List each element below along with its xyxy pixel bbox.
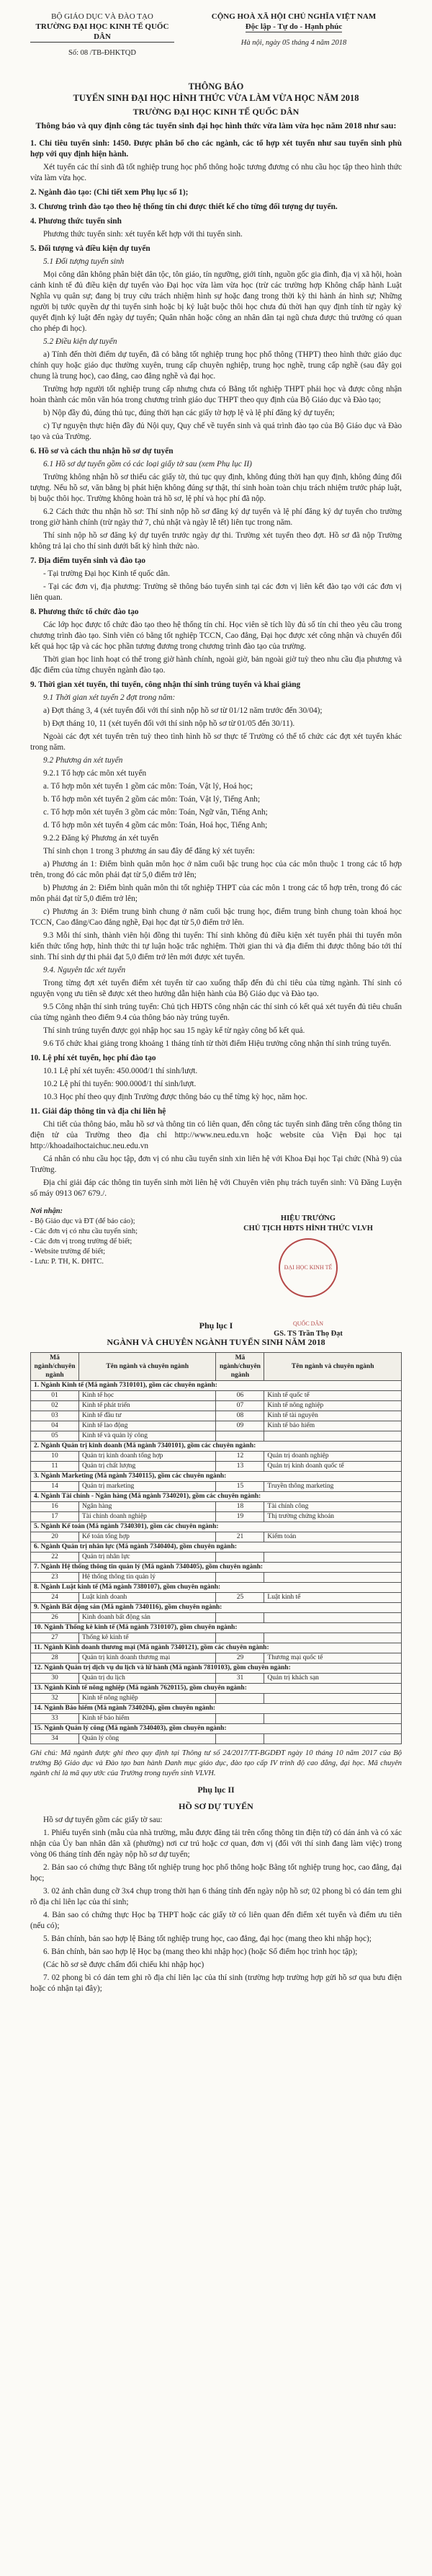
major-code-cell: 28 [31,1653,79,1664]
appendix2-title: HỒ SƠ DỰ TUYỂN [179,1801,253,1811]
major-name-cell: Luật kinh tế [264,1593,402,1603]
body-paragraph: Ngoài các đợt xét tuyển trên tuỳ theo tình hình hồ sơ thực tế Trường có thể tổ chức các đợt xét tuyển khác trong năm. [30,732,402,752]
major-name-cell: Quản trị kinh doanh thương mại [78,1653,216,1664]
body-paragraph: b) Đợt tháng 10, 11 (xét tuyển đối với thí sinh nộp hồ sơ từ 01/05 đến 30/11). [43,719,295,728]
signer-name: GS. TS Trần Thọ Đạt [274,1330,343,1338]
major-name-cell [264,1431,402,1442]
body-paragraph: Thí sinh nộp hồ sơ đăng ký dự tuyển trước ngày dự thi. Trường xét tuyển theo đợt. Hồ sơ đã nộp Trường không trả lại cho thí sinh dưới bất kỳ hình thức nào. [30,531,402,551]
body-paragraph: 9.3 Mỗi thí sinh, thành viên hội đồng thi tuyển: Thí sinh không đủ điều kiện xét tuyển phải thi tuyển môn kiến thức tổng hợp, hình thức thi tự luận hoặc trắc nghiệm. Thời gian thi và địa điểm thi được thông báo tới thí sinh. Thí sinh dự thi phải đạt 5,0 điểm trở lên mới được xét tuyển. [30,931,402,961]
major-code-cell: 24 [31,1593,79,1603]
major-name-cell: Hệ thống thông tin quản lý [78,1573,216,1583]
issue-date: Hà nội, ngày 05 tháng 4 năm 2018 [240,39,347,47]
major-name-cell: Thống kê kinh tế [78,1633,216,1643]
table-row [31,1714,402,1724]
major-code-cell: 31 [216,1674,264,1684]
major-code-cell: 29 [216,1653,264,1664]
body-paragraph: 9.2.2 Đăng ký Phương án xét tuyển [43,834,159,843]
notice-title: TUYỂN SINH ĐẠI HỌC HÌNH THỨC VỪA LÀM VỪA HỌC NĂM 2018 [73,93,359,103]
major-group-cell: 11. Ngành Kinh doanh thương mại (Mã ngành 7340121), gồm các chuyên ngành: [31,1643,402,1653]
body-paragraph: c) Phương án 3: Điểm trung bình chung ở năm cuối bậc trung học, điểm trung bình chung toàn khoá học TCCN, Cao đẳng/Cao đẳng nghề, Đại học đạt từ 5,0 điểm trở lên. [30,907,402,927]
major-code-cell: 04 [31,1421,79,1431]
body-paragraph: a) Đợt tháng 3, 4 (xét tuyển đối với thí sinh nộp hồ sơ từ 01/12 năm trước đến 30/04); [43,706,323,715]
section-heading: 4. Phương thức tuyển sinh [30,217,122,226]
table-row [31,1522,402,1532]
official-seal: ĐẠI HỌC KINH TẾ QUỐC DÂN [279,1238,338,1297]
major-code-cell: 16 [31,1502,79,1512]
table-row [31,1724,402,1734]
table-row [31,1704,402,1714]
major-name-cell: Quản trị du lịch [78,1674,216,1684]
body-paragraph: Mọi công dân không phân biệt dân tộc, tôn giáo, tín ngưỡng, giới tính, nguồn gốc gia đình, địa vị xã hội, hoàn cảnh kinh tế đủ điều kiện dự tuyển vào Đại học vừa làm vừa học (trừ các trường hợp Không chấp hành Luật Nghĩa vụ quân sự; đang bị truy cứu trách nhiệm hình sự hoặc đang trong thời kỳ thi hành án hình sự; Những người bị tước quyền dự thi tuyển sinh hoặc bị kỷ luật buộc thôi học chưa đủ thời hạn quy định tính từ ngày kỷ quyết định kỷ luật đến ngày dự tuyển; Quân nhân hoặc công an nhân dân tại ngũ chưa được thủ trưởng có quan cho phép đi học). [30,270,402,333]
body-paragraph: c. Tổ hợp môn xét tuyển 3 gồm các môn: Toán, Ngữ văn, Tiếng Anh; [43,808,268,817]
body-paragraph: c) Tự nguyện thực hiện đầy đủ Nội quy, Quy chế về tuyển sinh và quá trình đào tạo của Bộ Giáo dục và Đào tạo và của Trường. [30,422,402,441]
major-code-cell: 20 [31,1532,79,1542]
major-group-cell: 7. Ngành Hệ thống thông tin quản lý (Mã ngành 7340405), gồm chuyên ngành: [31,1563,402,1573]
major-name-cell [264,1694,402,1704]
body-paragraph: a) Phương án 1: Điểm bình quân môn học ở năm cuối bậc trung học của các môn thuộc 1 trong các tổ hợp trên, trong đó các môn phải đạt từ 5,0 điểm trở lên; [30,860,402,879]
major-name-cell: Quản lý công [78,1734,216,1744]
major-code-cell: 18 [216,1502,264,1512]
col-header-code-2: Mã ngành/chuyên ngành [216,1353,264,1381]
major-code-cell: 02 [31,1401,79,1411]
table-row [31,1684,402,1694]
body-paragraph: Địa chỉ giải đáp các thông tin tuyển sinh mời liên hệ với Chuyên viên phụ trách tuyển sinh: Vũ Đăng Luyện số máy 0913 067 679./. [30,1178,402,1198]
body-paragraph: 10.3 Học phí theo quy định Trường được thông báo cụ thể từng kỳ học, năm học. [43,1093,307,1101]
major-code-cell: 19 [216,1512,264,1522]
table-row [31,1492,402,1502]
table-row [31,1613,402,1623]
body-paragraph: Thí sinh trúng tuyển được gọi nhập học sau 15 ngày kể từ ngày công bố kết quả. [43,1026,305,1035]
major-code-cell: 05 [31,1431,79,1442]
body-paragraph: b. Tổ hợp môn xét tuyển 2 gồm các môn: Toán, Vật lý, Tiếng Anh; [43,795,261,804]
appendix1-note: Ghi chú: Mã ngành được ghi theo quy định tại Thông tư số 24/2017/TT-BGDĐT ngày 10 tháng 10 năm 2017 của Bộ trưởng Bộ Giáo dục và Đào tạo ban hành Danh mục giáo dục, đào tạo cấp IV trình độ cao đẳng, đại học. Mã chuyên ngành chỉ là mã quy ước của Trường trong tuyển sinh VLVH. [30,1749,402,1777]
section-heading: 6. Hồ sơ và cách thu nhận hồ sơ dự tuyển [30,447,174,456]
recipient-item: - Bộ Giáo dục và ĐT (để báo cáo); [30,1217,135,1225]
major-code-cell [216,1714,264,1724]
recipient-item: - Các đơn vị có nhu cầu tuyển sinh; [30,1227,138,1235]
notice-kind: THÔNG BÁO [188,81,244,92]
major-name-cell: Tài chính công [264,1502,402,1512]
major-name-cell: Quản trị chất lượng [78,1462,216,1472]
major-group-cell: 3. Ngành Marketing (Mã ngành 7340115), gồm các chuyên ngành: [31,1472,402,1482]
notice-intro: Thông báo và quy định công tác tuyển sinh đại học hình thức vừa làm vừa học năm 2018 như sau: [35,120,397,130]
body-paragraph: - Tại các đơn vị, địa phương: Trường sẽ thông báo tuyển sinh tại các đơn vị liên kết đào tạo với các đơn vị liên quan. [30,582,402,602]
table-row [31,1391,402,1401]
major-name-cell: Kinh tế và quản lý công [78,1431,216,1442]
major-group-cell: 9. Ngành Bất động sản (Mã ngành 7340116), gồm chuyên ngành: [31,1603,402,1613]
signer-position-2: CHỦ TỊCH HĐTS HÌNH THỨC VLVH [243,1225,373,1233]
section-heading: 2. Ngành đào tạo: (Chi tiết xem Phụ lục số 1); [30,188,189,197]
major-group-cell: 2. Ngành Quản trị kinh doanh (Mã ngành 7340101), gồm các chuyên ngành: [31,1442,402,1452]
body-paragraph: a) Tính đến thời điểm dự tuyển, đã có bằng tốt nghiệp trung học phổ thông (THPT) theo hình thức giáo dục chính quy hoặc giáo dục thường xuyên, trung cấp chuyên nghiệp, trung học nghề, trung cấp nghề (sau đây gọi chung là trung học), cao đẳng, cao đẳng nghề và đại học. [30,350,402,381]
major-name-cell: Quản trị nhân lực [78,1553,216,1563]
table-row [31,1653,402,1664]
body-paragraph: b) Phương án 2: Điểm bình quân môn thi tốt nghiệp THPT của các môn 1 trong các tổ hợp trên, trong đó các môn phải đạt từ 5,0 điểm trở lên; [30,884,402,903]
national-motto: Độc lập - Tự do - Hạnh phúc [245,22,343,31]
table-row [31,1593,402,1603]
major-group-cell: 12. Ngành Quản trị dịch vụ du lịch và lữ hành (Mã ngành 7810103), gồm chuyên ngành: [31,1664,402,1674]
national-heading [186,12,402,48]
body-paragraph: a. Tổ hợp môn xét tuyển 1 gồm các môn: Toán, Vật lý, Hoá học; [43,782,253,791]
major-code-cell: 12 [216,1452,264,1462]
major-code-cell: 32 [31,1694,79,1704]
major-code-cell [216,1633,264,1643]
body-paragraph: 9.6 Tổ chức khai giảng trong khoảng 1 tháng tính từ thời điểm Hiệu trưởng công nhận thí sinh trúng tuyển. [43,1039,392,1048]
body-paragraph: Trong từng đợt xét tuyển điểm xét tuyển từ cao xuống thấp đến đủ chỉ tiêu của từng ngành. Thí sinh có nguyện vọng ưu tiên sẽ được xét theo hướng dẫn hiện hành của Bộ Giáo dục và Đào tạo. [30,979,402,998]
major-code-cell: 34 [31,1734,79,1744]
major-code-cell: 06 [216,1391,264,1401]
major-code-cell [216,1734,264,1744]
major-name-cell: Kinh doanh bất động sản [78,1613,216,1623]
major-code-cell: 01 [31,1391,79,1401]
major-name-cell [264,1573,402,1583]
major-group-cell: 8. Ngành Luật kinh tế (Mã ngành 7380107), gồm chuyên ngành: [31,1583,402,1593]
major-name-cell: Thương mại quốc tế [264,1653,402,1664]
major-name-cell: Kinh tế tài nguyên [264,1411,402,1421]
table-row [31,1633,402,1643]
body-paragraph: d. Tổ hợp môn xét tuyển 4 gồm các môn: Toán, Hoá học, Tiếng Anh; [43,821,268,830]
application-dossier [30,1815,402,1994]
body-paragraph: b) Nộp đầy đủ, đúng thủ tục, đúng thời hạn các giấy tờ hợp lệ và lệ phí đăng ký dự tuyển; [43,409,335,417]
major-code-cell: 26 [31,1613,79,1623]
body-paragraph: Xét tuyển các thí sinh đã tốt nghiệp trung học phổ thông hoặc tương đương có nhu cầu học tập theo hình thức vừa làm vừa học. [30,163,402,182]
republic-title: CỘNG HOÀ XÃ HỘI CHỦ NGHĨA VIỆT NAM [211,12,377,21]
signer-block [222,1214,395,1339]
major-name-cell [264,1734,402,1744]
table-row [31,1563,402,1573]
major-code-cell [216,1694,264,1704]
table-row [31,1482,402,1492]
notice-issuer: TRƯỜNG ĐẠI HỌC KINH TẾ QUỐC DÂN [132,107,300,117]
table-row [31,1694,402,1704]
table-row [31,1643,402,1653]
body-paragraph: 6.2 Cách thức thu nhận hồ sơ: Thí sinh nộp hồ sơ đăng ký dự tuyển và lệ phí đăng ký dự tuyển cho trường trong giờ hành chính (trừ ngày thứ 7, chủ nhật và ngày lễ tết) liên tục trong năm. [30,507,402,527]
recipient-item: - Website trường để biết; [30,1248,106,1256]
major-code-cell: 27 [31,1633,79,1643]
major-code-cell: 22 [31,1553,79,1563]
major-code-cell: 17 [31,1512,79,1522]
table-row [31,1734,402,1744]
major-code-cell: 33 [31,1714,79,1724]
table-row [31,1421,402,1431]
recipients-list [30,1207,217,1267]
table-row [31,1411,402,1421]
major-code-cell: 15 [216,1482,264,1492]
appendix2-label: Phụ lục II [197,1785,235,1795]
major-code-cell [216,1431,264,1442]
col-header-name-2: Tên ngành và chuyên ngành [264,1353,402,1381]
signer-position-1: HIỆU TRƯỞNG [280,1214,336,1222]
major-name-cell [264,1633,402,1643]
section-heading: 8. Phương thức tổ chức đào tạo [30,608,139,616]
recipients-title: Nơi nhận: [30,1207,63,1215]
major-group-cell: 10. Ngành Thống kê kinh tế (Mã ngành 7310107), gồm chuyên ngành: [31,1623,402,1633]
major-name-cell: Quản trị marketing [78,1482,216,1492]
dossier-item: 6. Bản chính, bản sao hợp lệ Học bạ (mang theo khi nhập học) (hoặc Sổ điểm học trình học tập); [43,1947,358,1956]
major-name-cell: Kinh tế phát triển [78,1401,216,1411]
body-paragraph: 6.1 Hồ sơ dự tuyển gồm có các loại giấy tờ sau (xem Phụ lục II) [43,460,252,468]
major-group-cell: 13. Ngành Kinh tế nông nghiệp (Mã ngành 7620115), gồm chuyên ngành: [31,1684,402,1694]
major-group-cell: 1. Ngành Kinh tế (Mã ngành 7310101), gồm các chuyên ngành: [31,1381,402,1391]
major-group-cell: 4. Ngành Tài chính - Ngân hàng (Mã ngành 7340201), gồm các chuyên ngành: [31,1492,402,1502]
body-paragraph: 10.1 Lệ phí xét tuyển: 450.000đ/1 thí sinh/lượt. [43,1067,198,1075]
body-paragraph: 9.1 Thời gian xét tuyển 2 đợt trong năm: [43,693,176,702]
major-name-cell: Kinh tế học [78,1391,216,1401]
table-row [31,1623,402,1633]
major-group-cell: 5. Ngành Kế toán (Mã ngành 7340301), gồm các chuyên ngành: [31,1522,402,1532]
body-paragraph: Cá nhân có nhu cầu học tập, đơn vị có nhu cầu tuyển sinh xin liên hệ với Khoa Đại học Tại chức (Nhà 9) của Trường. [30,1155,402,1174]
majors-table [30,1352,402,1744]
table-row [31,1603,402,1613]
appendix1-title: NGÀNH VÀ CHUYÊN NGÀNH TUYỂN SINH NĂM 2018 [107,1337,325,1347]
dossier-item: 4. Bản sao có chứng thực Học bạ THPT hoặc các giấy tờ có liên quan đến điểm xét tuyển và điểm ưu tiên (nếu có); [30,1911,402,1930]
body-paragraph: Thí sinh chọn 1 trong 3 phương án sau đây để đăng ký xét tuyển: [43,847,255,856]
section-heading: 10. Lệ phí xét tuyển, học phí đào tạo [30,1054,156,1062]
major-code-cell: 13 [216,1462,264,1472]
table-row [31,1401,402,1411]
major-name-cell: Ngân hàng [78,1502,216,1512]
table-row [31,1674,402,1684]
major-name-cell: Kinh tế nông nghiệp [78,1694,216,1704]
body-paragraph: Trường không nhận hồ sơ thiếu các giấy tờ, thủ tục quy định, không đúng thời hạn quy định, không đúng đối tượng. Nếu hồ sơ, văn bằng bị phát hiện không đúng sự thật, thí sinh hoàn toàn chịu trách nhiệm trước pháp luật, bị buộc thôi học. Trường không hoàn trả hồ sơ, lệ phí và học phí đã nộp. [30,473,402,503]
major-code-cell [216,1573,264,1583]
major-name-cell: Kinh tế bảo hiểm [78,1714,216,1724]
major-code-cell: 03 [31,1411,79,1421]
ministry-name: BỘ GIÁO DỤC VÀ ĐÀO TẠO [51,12,153,21]
document-number: Số: 08 /TB-ĐHKTQD [68,49,136,57]
body-paragraph: 9.2 Phương án xét tuyển [43,756,123,765]
major-name-cell: Truyền thông marketing [264,1482,402,1492]
table-row [31,1664,402,1674]
major-code-cell: 25 [216,1593,264,1603]
major-code-cell: 09 [216,1421,264,1431]
section-heading: 5. Đối tượng và điều kiện dự tuyển [30,244,150,253]
major-name-cell: Kinh tế đầu tư [78,1411,216,1421]
major-name-cell: Kiểm toán [264,1532,402,1542]
dossier-item: 2. Bản sao có chứng thực Bằng tốt nghiệp trung học phổ thông hoặc Bằng tốt nghiệp trung học, cao đẳng, đại học; [30,1863,402,1883]
major-name-cell: Quản trị kinh doanh tổng hợp [78,1452,216,1462]
col-header-code-1: Mã ngành/chuyên ngành [31,1353,79,1381]
table-row [31,1472,402,1482]
body-paragraph: Các lớp học được tổ chức đào tạo theo hệ thống tín chỉ. Học viên sẽ tích lũy đủ số tín chỉ theo yêu cầu trong chương trình đào tạo. Sinh viên có bằng tốt nghiệp TCCN, Cao đẳng, Đại học được xét công nhận và chuyển đổi kết quả học tập và các học phần tương đương trong chương trình đào tạo của trường. [30,621,402,651]
table-row [31,1381,402,1391]
dossier-item: 5. Bản chính, bản sao hợp lệ Bảng tốt nghiệp trung học, cao đẳng, đại học (mang theo khi nhập học); [43,1935,372,1943]
major-name-cell: Quản trị khách sạn [264,1674,402,1684]
document-header [30,12,402,81]
major-name-cell [264,1714,402,1724]
body-paragraph: Phương thức tuyển sinh: xét tuyển kết hợp với thi tuyển sinh. [43,230,243,239]
dossier-item: (Các hồ sơ sẽ được chấm đối chiếu khi nhập học) [43,1960,204,1969]
body-paragraph: 5.2 Điều kiện dự tuyển [43,337,117,346]
major-code-cell: 30 [31,1674,79,1684]
table-row [31,1462,402,1472]
major-code-cell: 21 [216,1532,264,1542]
section-heading: 11. Giải đáp thông tin và địa chỉ liên hệ [30,1107,166,1116]
major-group-cell: 14. Ngành Bảo hiểm (Mã ngành 7340204), gồm chuyên ngành: [31,1704,402,1714]
issuer-block [30,12,174,58]
section-heading: 7. Địa điểm tuyển sinh và đào tạo [30,556,146,565]
body-paragraph: 9.5 Công nhận thí sinh trúng tuyển: Chủ tịch HĐTS công nhận các thí sinh có kết quả xét tuyển đủ tiêu chuẩn của từng ngành theo điểm 9.4 của thông báo này trúng tuyển. [30,1003,402,1022]
major-code-cell: 07 [216,1401,264,1411]
major-name-cell [264,1553,402,1563]
section-heading: 3. Chương trình đào tạo theo hệ thống tín chỉ được thiết kế cho từng đối tượng dự tuyển. [30,203,338,211]
table-row [31,1542,402,1553]
major-code-cell: 11 [31,1462,79,1472]
table-row [31,1553,402,1563]
major-name-cell: Quản trị kinh doanh quốc tế [264,1462,402,1472]
section-heading: 9. Thời gian xét tuyển, thi tuyển, công nhận thí sinh trúng tuyển và khai giảng [30,680,301,689]
table-row [31,1442,402,1452]
major-code-cell [216,1613,264,1623]
major-group-cell: 6. Ngành Quản trị nhân lực (Mã ngành 7340404), gồm chuyên ngành: [31,1542,402,1553]
major-code-cell: 14 [31,1482,79,1492]
notice-body [30,138,402,1199]
major-name-cell: Kinh tế quốc tế [264,1391,402,1401]
table-row [31,1512,402,1522]
body-paragraph: - Tại trường Đại học Kinh tế quốc dân. [43,569,170,578]
body-paragraph: Thời gian học linh hoạt có thể trong giờ hành chính, ngoài giờ, bản ngoài giờ tuỳ theo nhu cầu địa phương và đặc điểm của từng chuyên ngành đào tạo. [30,655,402,675]
table-row [31,1583,402,1593]
appendix1-label: Phụ lục I [199,1320,233,1331]
major-name-cell: Kinh tế lao động [78,1421,216,1431]
body-paragraph: 9.2.1 Tổ hợp các môn xét tuyển [43,769,147,778]
col-header-name-1: Tên ngành và chuyên ngành [78,1353,216,1381]
body-paragraph: Chi tiết của thông báo, mẫu hồ sơ và thông tin có liên quan, đến công tác tuyển sinh đăng trên cổng thông tin điện tử của Trường theo địa chỉ http://www.neu.edu.vn hoặc website của Viện Đại học tại http://khoadaihoctaichuc.neu.edu.vn [30,1120,402,1150]
body-paragraph: 5.1 Đối tượng tuyển sinh [43,257,125,266]
major-code-cell: 08 [216,1411,264,1421]
major-name-cell: Kinh tế nông nghiệp [264,1401,402,1411]
dossier-item: 1. Phiếu tuyển sinh (mẫu của nhà trường, mẫu được đăng tải trên cổng thông tin điện tử) có dán ảnh và có xác nhận của Ủy ban nhân dân xã (phường) nơi cư trú hoặc cơ quan, đơn vị (đối với thí sinh đang làm việc) trong vòng 06 tháng tính đến ngày nộp hồ sơ dự tuyển; [30,1829,402,1859]
section-heading: 1. Chỉ tiêu tuyển sinh: 1450. Được phân bổ cho các ngành, các tổ hợp xét tuyển như sau tuyển sinh phù hợp với quy định hiện hành. [30,139,402,159]
table-row [31,1431,402,1442]
table-row [31,1573,402,1583]
major-name-cell: Kinh tế bảo hiểm [264,1421,402,1431]
major-name-cell: Quản trị doanh nghiệp [264,1452,402,1462]
major-group-cell: 15. Ngành Quản lý công (Mã ngành 7340403), gồm chuyên ngành: [31,1724,402,1734]
major-code-cell: 23 [31,1573,79,1583]
table-row [31,1452,402,1462]
major-code-cell: 10 [31,1452,79,1462]
body-paragraph: 9.4. Nguyên tắc xét tuyển [43,966,126,974]
university-name: TRƯỜNG ĐẠI HỌC KINH TẾ QUỐC DÂN [30,22,174,43]
major-name-cell: Kế toán tổng hợp [78,1532,216,1542]
recipient-item: - Lưu: P. TH, K. ĐHTC. [30,1258,104,1266]
major-name-cell: Tài chính doanh nghiệp [78,1512,216,1522]
body-paragraph: Trường hợp người tốt nghiệp trung cấp nhưng chưa có Bằng tốt nghiệp THPT phải học và được công nhận hoàn thành các môn văn hóa trong chương trình giáo dục THPT theo quy định của Bộ Giáo dục và Đào tạo; [30,385,402,404]
dossier-item: 7. 02 phong bì có dán tem ghi rõ địa chỉ liên lạc của thí sinh (trường hợp trường hợp gửi hồ sơ qua bưu điện hoặc có nhận tại đây); [30,1973,402,1993]
major-name-cell [264,1613,402,1623]
major-name-cell: Luật kinh doanh [78,1593,216,1603]
dossier-item: Hồ sơ dự tuyển gồm các giấy tờ sau: [43,1816,163,1824]
table-row [31,1502,402,1512]
major-code-cell [216,1553,264,1563]
recipient-item: - Các đơn vị trong trường để biết; [30,1238,132,1245]
table-row [31,1532,402,1542]
major-name-cell: Thị trường chứng khoán [264,1512,402,1522]
body-paragraph: 10.2 Lệ phí thi tuyển: 900.000đ/1 thí sinh/lượt. [43,1080,197,1088]
dossier-item: 3. 02 ảnh chân dung cỡ 3x4 chụp trong thời hạn 6 tháng tính đến ngày nộp hồ sơ; 02 phong bì có dán tem ghi rõ địa chỉ liên lạc của thí sinh; [30,1887,402,1906]
